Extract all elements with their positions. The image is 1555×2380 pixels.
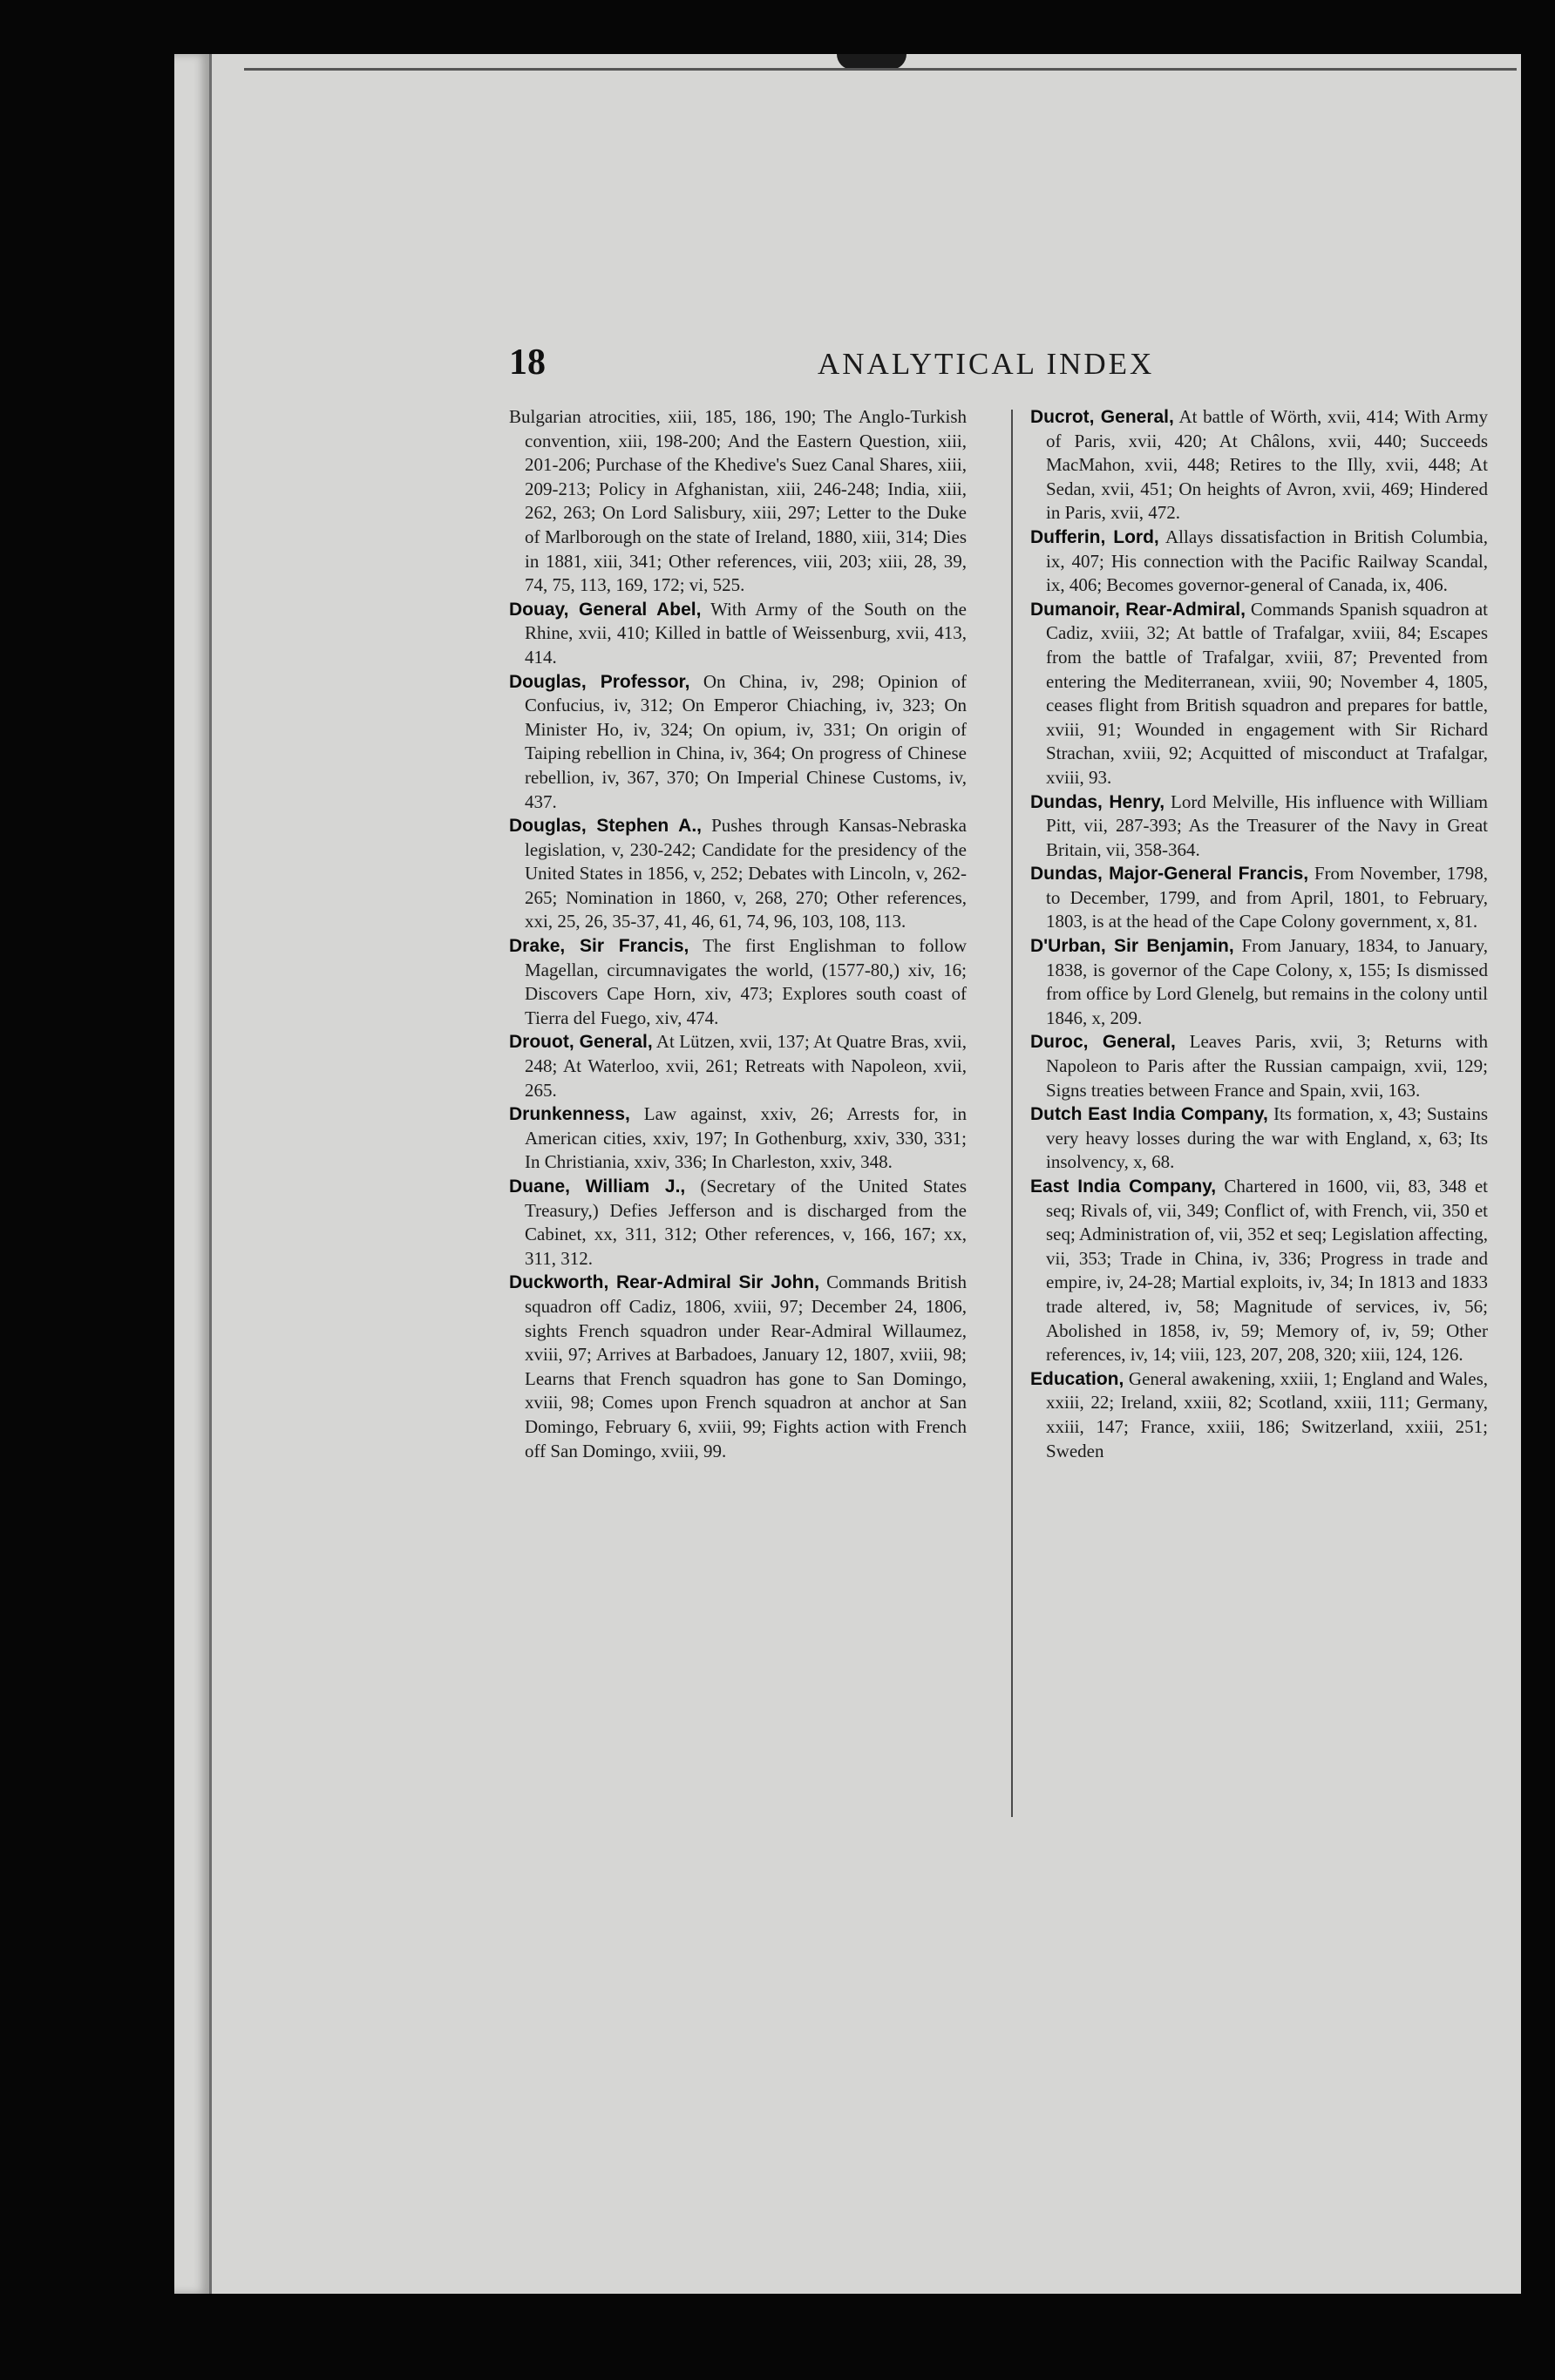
index-entry xyxy=(509,598,967,670)
entry-headword: Drake, Sir Francis, xyxy=(509,936,689,957)
index-entry xyxy=(509,405,967,598)
entry-headword: Dufferin, Lord, xyxy=(1030,526,1159,547)
page-number: 18 xyxy=(509,342,546,383)
index-entry xyxy=(509,1102,967,1175)
index-entry xyxy=(1030,1175,1488,1367)
index-entry xyxy=(509,814,967,934)
index-entry xyxy=(1030,1367,1488,1463)
index-entry xyxy=(509,670,967,815)
index-entry xyxy=(509,1175,967,1271)
index-entry xyxy=(509,1271,967,1463)
entry-headword: Dumanoir, Rear-Admiral, xyxy=(1030,599,1246,620)
entry-text: Chartered in 1600, vii, 83, 348 et seq; Rivals of, vii, 349; Conflict of, with French, vii, 350 et seq; Administration of, vii, 352 et seq; Legislation affecting, vii, 353; Trade in China, iv, 336; Progress in trade and empire, iv, 24-28; Martial exploits, iv, 34; In 1813 and 1833 trade altered, iv, 58; Magnitude of services, iv, 56; Abolished in 1858, iv, 59; Memory of, iv, 59; Other references, iv, 14; viii, 123, 207, 208, 320; xiii, 124, 126. xyxy=(1046,1176,1488,1366)
index-entry xyxy=(1030,790,1488,863)
entry-text: Commands British squadron off Cadiz, 1806, xviii, 97; December 24, 1806, sights French squadron under Rear-Admiral Willaumez, xviii, 97; Arrives at Barbadoes, January 12, 1807, xviii, 98; Learns that French squadron has gone to San Domingo, xviii, 98; Comes upon French squadron at anchor at San Domingo, February 6, xviii, 99; Fights action with French off San Domingo, xviii, 99. xyxy=(525,1271,967,1461)
entry-text: Law against, xxiv, 26; Arrests for, in American cities, xxiv, 197; In Gothenburg, xxiv, 330, 331; In Christiania, xxiv, 336; In Charleston, xxiv, 348. xyxy=(525,1103,968,1173)
entry-text: General awakening, xxiii, 1; England and Wales, xxiii, 22; Ireland, xxiii, 82; Scotland, xxiii, 111; Germany, xxiii, 147; France, xxiii, 186; Switzerland, xxiii, 251; Sweden xyxy=(1046,1367,1488,1461)
index-entry xyxy=(1030,862,1488,934)
entry-headword: Drouot, General, xyxy=(509,1032,653,1053)
entry-text: Allays dissatisfaction in British Columbia, ix, 407; His connection with the Pacific Railway Scandal, ix, 406; Becomes governor-general of Canada, ix, 406. xyxy=(1046,525,1488,596)
entry-text: Bulgarian atrocities, xiii, 185, 186, 190; The Anglo-Turkish convention, xiii, 198-200; And the Eastern Question, xiii, 201-206; Purchase of the Khedive's Suez Canal Shares, xiii, 209-213; Policy in Afghanistan, xiii, 246-248; India, xiii, 262, 263; On Lord Salisbury, xiii, 297; Letter to the Duke of Marlborough on the state of Ireland, 1880, xiii, 314; Dies in 1881, xiii, 341; Other references, viii, 203; xiii, 28, 39, 74, 75, 113, 169, 172; vi, 525. xyxy=(509,406,967,596)
page-edge-top xyxy=(244,68,1517,71)
entry-headword: East India Company, xyxy=(1030,1176,1217,1197)
entry-text: With Army of the South on the Rhine, xvii, 410; Killed in battle of Weissenburg, xvii, 413, 414. xyxy=(525,598,967,668)
entry-headword: Ducrot, General, xyxy=(1030,407,1174,427)
entry-text: Commands Spanish squadron at Cadiz, xviii, 32; At battle of Trafalgar, xviii, 84; Escapes from the battle of Trafalgar, xviii, 87; Prevented from entering the Mediterranean, xviii, 90; November 4, 1805, ceases flight from British squadron and prepares for battle, xviii, 91; Wounded in engagement with Sir Richard Strachan, xviii, 92; Acquitted of misconduct at Trafalgar, xviii, 93. xyxy=(1046,598,1488,788)
entry-headword: Douglas, Professor, xyxy=(509,671,690,692)
entry-headword: Duane, William J., xyxy=(509,1176,686,1197)
running-head: ANALYTICAL INDEX xyxy=(818,347,1155,381)
entry-headword: Douay, General Abel, xyxy=(509,599,702,620)
entry-text: From January, 1834, to January, 1838, is governor of the Cape Colony, x, 155; Is dismissed from office by Lord Glenelg, but remains in the colony until 1846, x, 209. xyxy=(1046,935,1488,1028)
index-entry xyxy=(1030,525,1488,598)
entry-headword: Duroc, General, xyxy=(1030,1032,1176,1053)
column-rule xyxy=(1011,410,1013,1817)
entry-text: Lord Melville, His influence with William Pitt, vii, 287-393; As the Treasurer of the Navy in Great Britain, vii, 358-364. xyxy=(1046,790,1489,860)
entry-headword: Drunkenness, xyxy=(509,1104,630,1125)
entry-text: From November, 1798, to December, 1799, and from April, 1801, to February, 1803, is at the head of the Cape Colony government, x, 81. xyxy=(1046,863,1488,932)
entry-text: At battle of Wörth, xvii, 414; With Army of Paris, xvii, 420; At Châlons, xvii, 440; Succeeds MacMahon, xvii, 448; Retires to the Illy, xvii, 448; At Sedan, xvii, 451; On heights of Avron, xvii, 469; Hindered in Paris, xvii, 472. xyxy=(1046,406,1489,524)
entry-headword: Dundas, Henry, xyxy=(1030,791,1165,812)
index-entry xyxy=(509,934,967,1030)
page-edge-left xyxy=(174,54,212,2294)
entry-text: At Lützen, xvii, 137; At Quatre Bras, xvii, 248; At Waterloo, xvii, 261; Retreats with Napoleon, xvii, 265. xyxy=(525,1031,967,1101)
index-column-left xyxy=(509,405,967,1463)
index-entry xyxy=(1030,934,1488,1030)
index-entry xyxy=(509,1030,967,1102)
entry-headword: Dutch East India Company, xyxy=(1030,1104,1268,1125)
index-entry xyxy=(1030,405,1488,525)
entry-headword: Dundas, Major-General Francis, xyxy=(1030,864,1309,885)
entry-headword: Education, xyxy=(1030,1368,1124,1389)
entry-headword: D'Urban, Sir Benjamin, xyxy=(1030,936,1234,957)
entry-headword: Duckworth, Rear-Admiral Sir John, xyxy=(509,1272,820,1293)
entry-text: Pushes through Kansas-Nebraska legislation, v, 230-242; Candidate for the presidency of the United States in 1856, v, 252; Debates with Lincoln, v, 262-265; Nomination in 1860, v, 268, 270; Other references, xxi, 25, 26, 35-37, 41, 46, 61, 74, 96, 103, 108, 113. xyxy=(525,815,967,932)
entry-text: (Secretary of the United States Treasury,) Defies Jefferson and is discharged from the Cabinet, xx, 311, 312; Other references, v, 166, 167; xx, 311, 312. xyxy=(525,1176,968,1269)
index-entry xyxy=(1030,598,1488,790)
entry-headword: Douglas, Stephen A., xyxy=(509,816,702,837)
entry-text: Its formation, x, 43; Sustains very heavy losses during the war with England, x, 63; Its insolvency, x, 68. xyxy=(1046,1103,1488,1173)
entry-text: The first Englishman to follow Magellan, circumnavigates the world, (1577-80,) xiv, 16; Discovers Cape Horn, xiv, 473; Explores south coast of Tierra del Fuego, xiv, 474. xyxy=(525,935,968,1028)
index-entry xyxy=(1030,1102,1488,1175)
entry-text: Leaves Paris, xvii, 3; Returns with Napoleon to Paris after the Russian campaign, xvii, 129; Signs treaties between France and Spain, xvii, 163. xyxy=(1046,1031,1488,1101)
index-column-right xyxy=(1030,405,1488,1463)
index-entry xyxy=(1030,1030,1488,1102)
entry-text: On China, iv, 298; Opinion of Confucius, iv, 312; On Emperor Chiaching, iv, 323; On Minister Ho, iv, 324; On opium, iv, 331; On origin of Taiping rebellion in China, iv, 364; On progress of Chinese rebellion, iv, 367, 370; On Imperial Chinese Customs, iv, 437. xyxy=(525,670,967,812)
